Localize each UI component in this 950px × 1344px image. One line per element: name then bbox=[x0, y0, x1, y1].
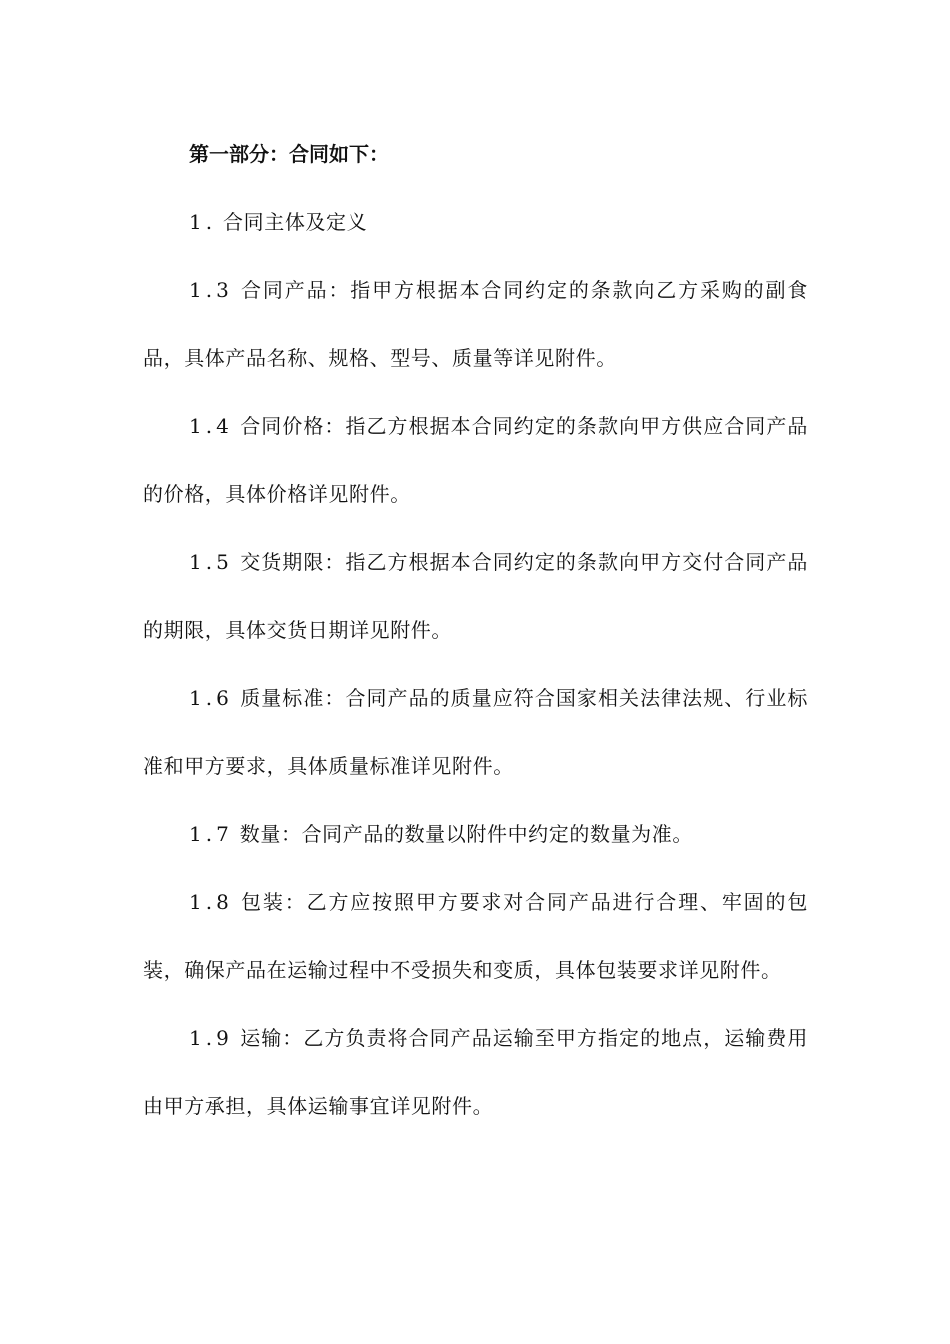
clause-1-9 bbox=[143, 1004, 808, 1140]
clause-number: 1.3 bbox=[189, 278, 233, 302]
document-body bbox=[143, 120, 808, 1140]
clause-number: 1. bbox=[189, 210, 217, 234]
section-heading: 第一部分：合同如下： bbox=[189, 142, 389, 166]
clause-text: 运输：乙方负责将合同产品运输至甲方指定的地点，运输费用由甲方承担，具体运输事宜详见附件。 bbox=[143, 1026, 808, 1118]
clause-text: 交货期限：指乙方根据本合同约定的条款向甲方交付合同产品的期限，具体交货日期详见附件。 bbox=[143, 550, 808, 642]
clause-text: 质量标准：合同产品的质量应符合国家相关法律法规、行业标准和甲方要求，具体质量标准详见附件。 bbox=[143, 686, 808, 778]
clause-1-4 bbox=[143, 392, 808, 528]
clause-number: 1.7 bbox=[189, 822, 233, 846]
clause-number: 1.8 bbox=[189, 890, 233, 914]
clause-number: 1.5 bbox=[189, 550, 233, 574]
clause-number: 1.9 bbox=[189, 1026, 233, 1050]
clause-1-3 bbox=[143, 256, 808, 392]
clause-text: 合同主体及定义 bbox=[216, 210, 368, 234]
clause-number: 1.6 bbox=[189, 686, 233, 710]
clause-1 bbox=[143, 188, 808, 256]
clause-text: 数量：合同产品的数量以附件中约定的数量为准。 bbox=[232, 822, 693, 846]
clause-text: 合同价格：指乙方根据本合同约定的条款向甲方供应合同产品的价格，具体价格详见附件。 bbox=[143, 414, 808, 506]
clause-text: 合同产品：指甲方根据本合同约定的条款向乙方采购的副食品，具体产品名称、规格、型号、质量等详见附件。 bbox=[143, 278, 808, 370]
clause-1-8 bbox=[143, 868, 808, 1004]
clause-1-7 bbox=[143, 800, 808, 868]
clause-1-6 bbox=[143, 664, 808, 800]
clause-number: 1.4 bbox=[189, 414, 233, 438]
clause-1-5 bbox=[143, 528, 808, 664]
clause-text: 包装：乙方应按照甲方要求对合同产品进行合理、牢固的包装，确保产品在运输过程中不受损失和变质，具体包装要求详见附件。 bbox=[143, 890, 808, 982]
